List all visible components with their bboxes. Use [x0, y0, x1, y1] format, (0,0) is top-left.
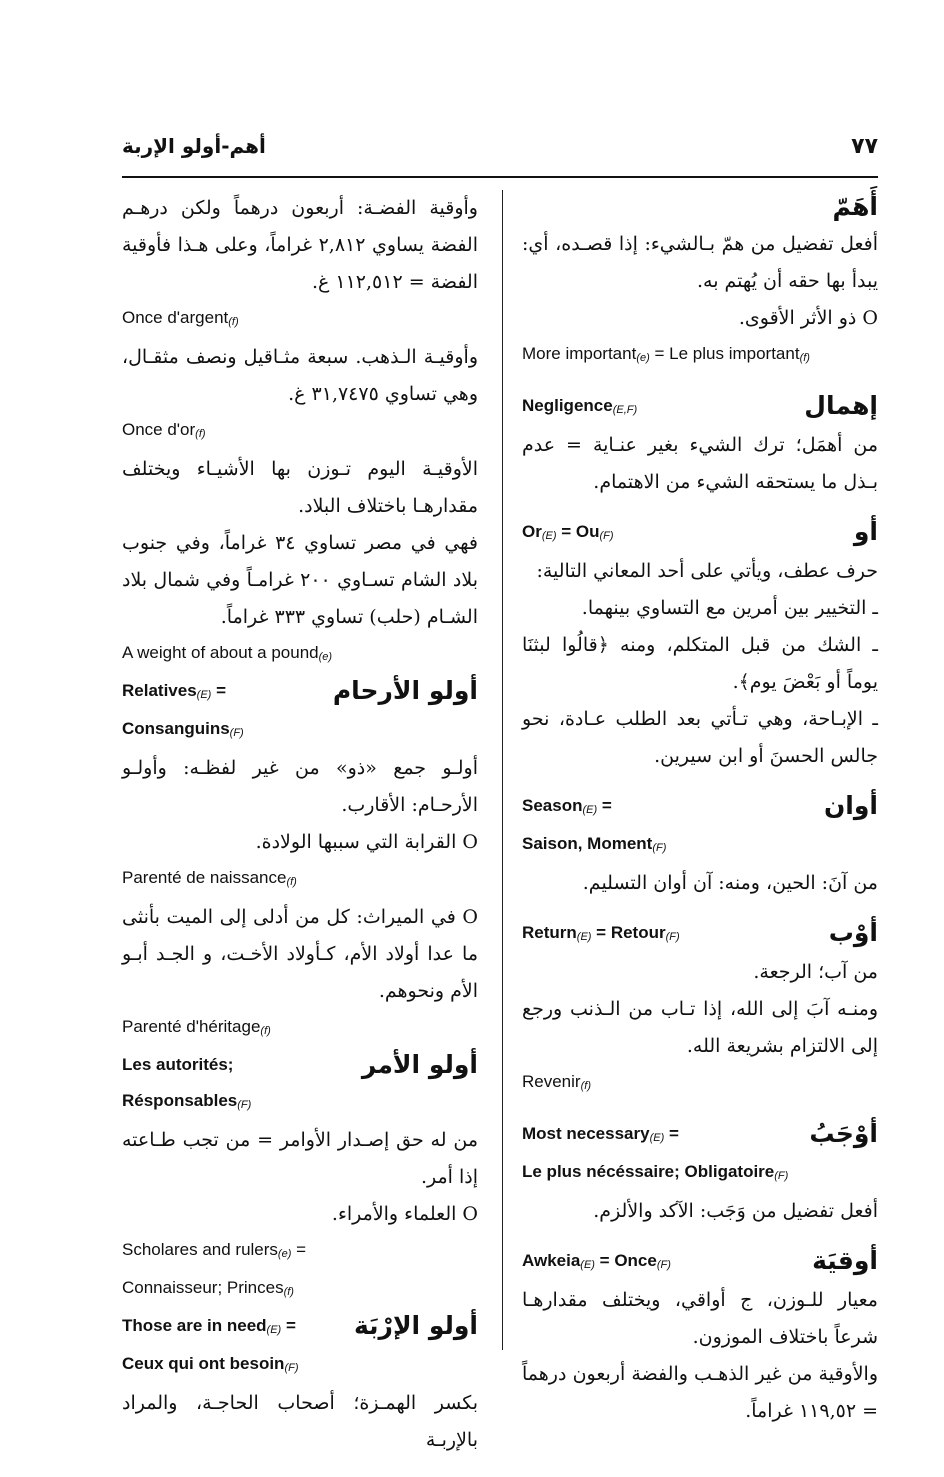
- french-gloss: Connaisseur; Princes(f): [122, 1278, 294, 1298]
- definition: من آنَ: الحين، ومنه: آن أوان التسليم.: [582, 872, 878, 894]
- definition: O في الميراث: كل من أدلى إلى الميت بأنثى ما عدا أولاد الأم، كـأولاد الأخـت، و الجـد أبـو الأم ونحوهم.: [122, 906, 478, 1002]
- running-title: أهم-أولو الإربة: [122, 134, 266, 158]
- equivalent: Or(E) = Ou(F): [522, 522, 614, 542]
- headword: أولو الأرحام: [332, 676, 478, 705]
- header-rule: [122, 176, 878, 178]
- equivalent: Negligence(E,F): [522, 396, 638, 416]
- definition: ـ الإبـاحة، وهي تـأتي بعد الطلب عـادة، نحو جالس الحسنَ أو ابن سيرين.: [522, 708, 878, 767]
- equivalent-line: Ceux qui ont besoin(F): [122, 1354, 299, 1374]
- definition: ـ التخيير بين أمرين مع التساوي بينهما.: [581, 597, 878, 619]
- headword: أوْب: [828, 918, 878, 947]
- definition: O العلماء والأمراء.: [331, 1203, 478, 1225]
- definition: فهي في مصر تساوي ٣٤ غراماً، وفي جنوب بلاد الشام تسـاوي ٢٠٠ غرامـاً وفي شمال بلاد الشـام (حلب) تساوي ٣٣٣ غراماً.: [122, 532, 478, 628]
- definition: من آب؛ الرجعة.: [753, 961, 878, 983]
- french-gloss: Parenté de naissance(f): [122, 868, 297, 888]
- equivalent: Those are in need(E) =: [122, 1316, 296, 1336]
- equivalent: Les autorités;: [122, 1055, 234, 1074]
- definition: أفعل تفضيل من همّ بـالشيء: إذا قصـده، أي: يبدأ بها حقه أن يُهتم به.: [522, 233, 878, 292]
- entry-ulu-arham: [122, 674, 478, 1048]
- french-gloss: Once d'argent(f): [122, 308, 239, 328]
- headword: أَهَمّ: [832, 192, 878, 221]
- left-column: [122, 190, 478, 1459]
- entry-ahamm: [522, 190, 878, 375]
- definition: الأوقيـة اليوم تـوزن بها الأشيـاء ويختلف مقدارهـا باختلاف البلاد.: [122, 458, 478, 517]
- definition: حرف عطف، ويأتي على أحد المعاني التالية:: [536, 560, 878, 582]
- definition: ومنـه آبَ إلى الله، إذا تـاب من الـذنب ورجع إلى الالتزام بشريعة الله.: [522, 998, 878, 1057]
- entry-aw: [522, 515, 878, 775]
- equivalent-line: Saison, Moment(F): [522, 834, 667, 854]
- equivalent: Most necessary(E) =: [522, 1124, 679, 1144]
- equivalent: Relatives(E) =: [122, 681, 226, 701]
- entry-ulu-irba: [122, 1309, 478, 1459]
- definition: وأوقية الفضـة: أربعون درهماً ولكن درهـم الفضة يساوي ٢,٨١٢ غراماً، وعلى هـذا فأوقية الفضة = ١١٢,٥١٢ غ.: [122, 197, 478, 293]
- headword: إهمال: [804, 391, 878, 420]
- headword: أولو الأمر: [361, 1050, 478, 1079]
- headword: أوقيَة: [812, 1246, 878, 1275]
- entry-awqiyya: [522, 1244, 878, 1430]
- entry-awan: [522, 789, 878, 902]
- entry-ulu-amr: [122, 1048, 478, 1309]
- page-number: ٧٧: [851, 134, 878, 159]
- definition: O ذو الأثر الأقوى.: [738, 307, 878, 329]
- headword: أولو الإرْبَة: [354, 1311, 478, 1340]
- english-gloss: A weight of about a pound(e): [122, 643, 333, 663]
- equivalent: Season(E) =: [522, 796, 612, 816]
- equivalent: Awkeia(E) = Once(F): [522, 1251, 671, 1271]
- entry-awb: [522, 916, 878, 1103]
- definition: من له حق إصـدار الأوامر = من تجب طـاعته إذا أمر.: [122, 1129, 478, 1188]
- definition: أولـو جمع «ذو» من غير لفظـه: وأولـو الأرحـام: الأقارب.: [122, 757, 478, 816]
- definition: ـ الشك من قبل المتكلم، ومنه ﴿قالُوا لبثنَا يوماً أو بَعْضَ يوم﴾.: [522, 634, 878, 693]
- definition: والأوقية من غير الذهـب والفضة أربعون درهماً = ١١٩,٥٢ غراماً.: [522, 1363, 878, 1422]
- equivalent: More important(e) = Le plus important(f): [522, 344, 810, 364]
- french-gloss: Parenté d'héritage(f): [122, 1017, 271, 1037]
- definition: وأوقيـة الـذهب. سبعة مثـاقيل ونصف مثقـال، وهي تساوي ٣١,٧٤٧٥ غ.: [122, 346, 478, 405]
- headword: أوْجَبُ: [809, 1119, 878, 1148]
- entry-awjab: [522, 1117, 878, 1230]
- french-gloss: Once d'or(f): [122, 420, 206, 440]
- column-divider: [502, 190, 503, 1350]
- right-column: [522, 190, 878, 1430]
- french-gloss: Revenir(f): [522, 1072, 591, 1092]
- entry-ihmal: [522, 389, 878, 501]
- equivalent-line: Le plus nécéssaire; Obligatoire(F): [522, 1162, 789, 1182]
- definition: O القرابة التي سببها الولادة.: [255, 831, 478, 853]
- running-head: [122, 130, 878, 174]
- equivalent-line: Consanguins(F): [122, 719, 244, 739]
- definition: أفعل تفضيل من وَجَب: الآكد والألزم.: [593, 1200, 878, 1222]
- headword: أوان: [823, 791, 878, 820]
- definition: بكسر الهمـزة؛ أصحاب الحاجـة، والمراد بالإربـة: [122, 1392, 478, 1451]
- entry-awqiyya-continued: [122, 190, 478, 674]
- definition: من أهمَل؛ ترك الشيء بغير عنـاية = عدم بـذل ما يستحقه الشيء من الاهتمام.: [522, 434, 878, 493]
- english-gloss: Scholares and rulers(e) =: [122, 1240, 307, 1260]
- equivalent-line: Résponsables(F): [122, 1091, 252, 1111]
- equivalent: Return(E) = Retour(F): [522, 923, 680, 943]
- definition: معيار للـوزن، ج أواقي، ويختلف مقدارهـا شرعاً باختلاف الموزون.: [522, 1289, 878, 1348]
- headword: أو: [853, 517, 878, 546]
